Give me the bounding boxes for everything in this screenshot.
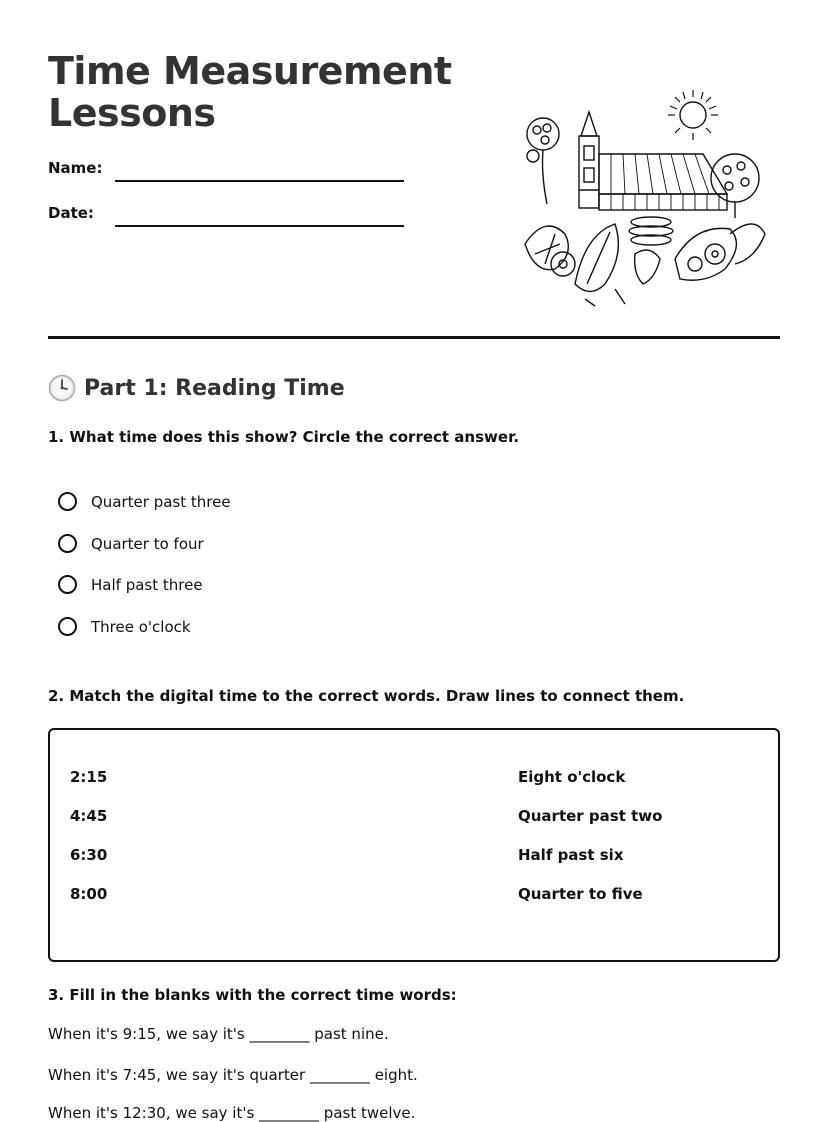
question-2: 2. Match the digital time to the correct words. Draw lines to connect them. [48,687,685,705]
time-words[interactable]: Quarter to five [518,885,643,903]
fill-in-sentence: When it's 7:45, we say it's quarter ________ eight. [48,1066,418,1084]
digital-time[interactable]: 2:15 [70,768,108,786]
part1-title: Part 1: Reading Time [84,375,345,401]
page-title [48,50,452,134]
time-words[interactable]: Quarter past two [518,807,663,825]
section-divider [48,336,780,339]
digital-time[interactable]: 8:00 [70,885,108,903]
name-label: Name: [48,159,103,177]
time-words[interactable]: Half past six [518,846,624,864]
digital-time[interactable]: 6:30 [70,846,108,864]
answer-option[interactable] [58,575,203,594]
clock-icon [48,374,76,402]
date-label: Date: [48,204,94,222]
answer-option[interactable] [58,492,231,511]
title-line-2: Lessons [48,91,216,135]
digital-time[interactable]: 4:45 [70,807,108,825]
fill-in-sentence: When it's 12:30, we say it's ________ past twelve. [48,1104,416,1122]
church-garden-illustration [515,84,775,309]
answer-option[interactable] [58,617,191,636]
answer-option[interactable] [58,534,204,553]
radio-button[interactable] [58,534,77,553]
option-label: Quarter past three [91,492,231,511]
radio-button[interactable] [58,617,77,636]
part1-heading [48,374,345,402]
fill-in-sentence: When it's 9:15, we say it's ________ past nine. [48,1025,389,1043]
title-line-1: Time Measurement [48,49,452,93]
question-3: 3. Fill in the blanks with the correct time words: [48,986,457,1004]
radio-button[interactable] [58,492,77,511]
option-label: Quarter to four [91,534,204,553]
question-1: 1. What time does this show? Circle the correct answer. [48,428,520,446]
radio-button[interactable] [58,575,77,594]
time-words[interactable]: Eight o'clock [518,768,626,786]
option-label: Three o'clock [91,617,191,636]
option-label: Half past three [91,575,203,594]
matching-box [48,728,780,962]
date-field[interactable] [115,225,404,227]
name-field[interactable] [115,180,404,182]
